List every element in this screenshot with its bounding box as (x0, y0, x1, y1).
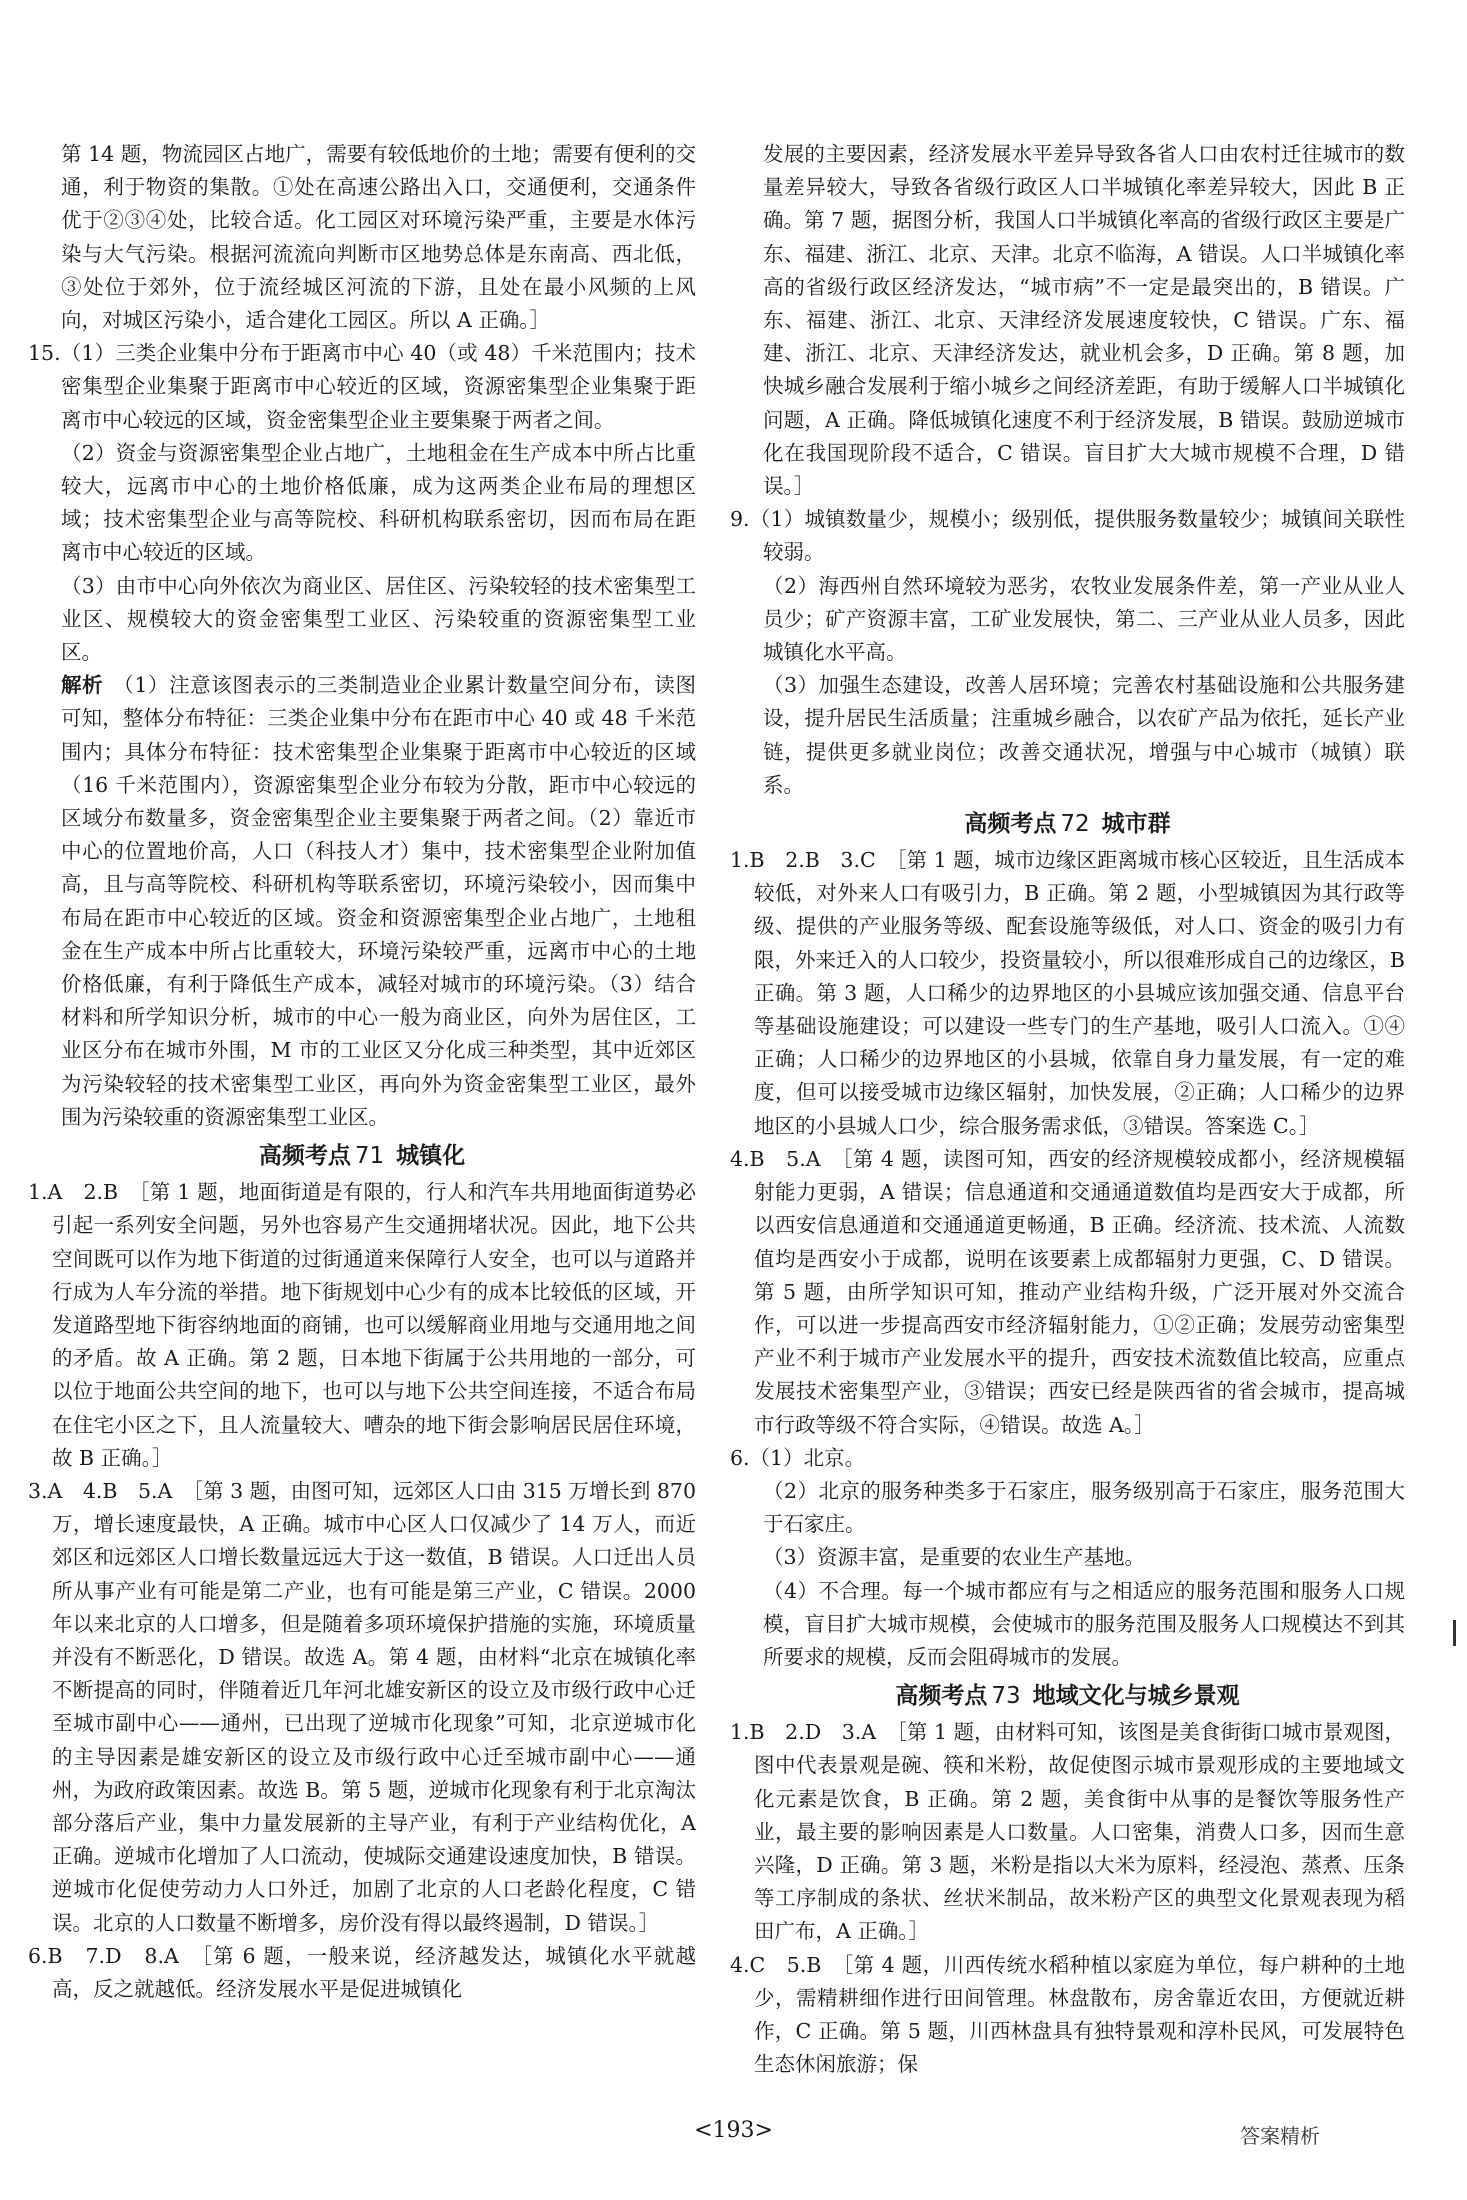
heading-number: 72 (1060, 811, 1090, 838)
section-heading-71 (28, 1138, 696, 1174)
heading-prefix: 高频考点 (258, 1143, 351, 1170)
heading-prefix: 高频考点 (964, 811, 1057, 838)
heading-number: 73 (991, 1683, 1021, 1710)
answers-4-5: 4.B 5.A ［第 4 题，读图可知，西安的经济规模较成都小，经济规模辐射能力更弱，A 错误；信息通道和交通通道数值均是西安大于成都，所以西安信息通道和交通通道更畅通，B 正确。经济流、技术流、人流数值均是西安小于成都，说明在该要素上成都辐射力更强，C、D 错误。第 5 题，由所学知识可知，推动产业结构升级，广泛开展对外交流合作，可以进一步提高西安市经济辐射能力，①②正确；发展劳动密集型产业不利于城市产业发展水平的提升，西安技术流数值比较高，应重点发展技术密集型产业，③错误；西安已经是陕西省的省会城市，提高城市行政等级不符合实际，④错误。故选 A。］ (730, 1146, 1405, 1437)
answers-6-8-start: 6.B 7.D 8.A ［第 6 题，一般来说，经济越发达，城镇化水平就越高，反之就越低。经济发展水平是促进城镇化 (28, 1943, 696, 2001)
q15-explanation (28, 669, 696, 1134)
q9-answer-3: （3）加强生态建设，改善人居环境；完善农村基础设施和公共服务建设，提升居民生活质量；注重城乡融合，以农矿产品为依托，延长产业链，提供更多就业岗位；改善交通状况，增强与中心城市（城镇）联系。 (763, 673, 1405, 797)
section-heading-73 (730, 1678, 1405, 1714)
q6-answer-4: （4）不合理。每一个城市都应有与之相适应的服务范围和服务人口规模，盲目扩大城市规模，会使城市的服务范围及服务人口规模达不到其所要求的规模，反而会阻碍城市的发展。 (763, 1578, 1405, 1669)
section-heading-72 (730, 806, 1405, 842)
margin-mark (1453, 1620, 1456, 1646)
right-column (730, 138, 1405, 2081)
answers-6-8-continuation: 发展的主要因素，经济发展水平差异导致各省人口由农村迁往城市的数量差异较大，导致各省级行政区人口半城镇化率差异较大，因此 B 正确。第 7 题，据图分析，我国人口半城镇化率高的省级行政区主要是广东、福建、浙江、北京、天津。北京不临海，A 错误。人口半城镇化率高的省级行政区经济发达，“城市病”不一定是最突出的，B 错误。广东、福建、浙江、北京、天津经济发展速度较快，C 错误。广东、福建、浙江、北京、天津经济发达，就业机会多，D 正确。第 8 题，加快城乡融合发展利于缩小城乡之间经济差距，有助于缓解人口半城镇化问题，A 正确。降低城镇化速度不利于经济发展，B 错误。鼓励逆城市化在我国现阶段不适合，C 错误。盲目扩大大城市规模不合理，D 错误。］ (763, 142, 1405, 499)
explanation-text: （1）注意该图表示的三类制造业企业累计数量空间分布，读图可知，整体分布特征：三类企业集中分布在距市中心 40 或 48 千米范围内；具体分布特征：技术密集型企业集聚于距离市中心较近的区域（16 千米范围内），资源密集型企业分布较为分散，距市中心较远的区域分布数量多，资金密集型企业主要集聚于两者之间。（2）靠近市中心的位置地价高，人口（科技人才）集中，技术密集型企业附加值高，且与高等院校、科研机构等联系密切，环境污染较小，因而集中布局在距市中心较近的区域。资金和资源密集型企业占地广，土地租金在生产成本中所占比重较大，环境污染较严重，远离市中心的土地价格低廉，有利于降低生产成本，减轻对城市的环境污染。（3）结合材料和所学知识分析，城市的中心一般为商业区，向外为居住区，工业区分布在城市外围，M 市的工业区又分化成三种类型，其中近郊区为污染较轻的技术密集型工业区，再向外为资金密集型工业区，最外围为污染较重的资源密集型工业区。 (61, 673, 697, 1129)
footer-label: 答案精析 (1240, 2124, 1320, 2148)
answers-3-5: 3.A 4.B 5.A ［第 3 题，由图可知，远郊区人口由 315 万增长到 870 万，增长速度最快，A 正确。城市中心区人口仅减少了 14 万人，而近郊区和远郊区人口增长数量远远大于这一数值，B 错误。人口迁出人员所从事产业有可能是第二产业，也有可能是第三产业，C 错误。2000 年以来北京的人口增多，但是随着多项环境保护措施的实施，环境质量并没有不断恶化，D 错误。故选 A。第 4 题，由材料“北京在城镇化率不断提高的同时，伴随着近几年河北雄安新区的设立及市级行政中心迁至城市副中心——通州，已出现了逆城市化现象”可知，北京逆城市化的主导因素是雄安新区的设立及市级行政中心迁至城市副中心——通州，为政府政策因素。故选 B。第 5 题，逆城市化现象有利于北京淘汰部分落后产业，集中力量发展新的主导产业，有利于产业结构优化，A 正确。逆城市化增加了人口流动，使城际交通建设速度加快，B 错误。逆城市化促使劳动力人口外迁，加剧了北京的人口老龄化程度，C 错误。北京的人口数量不断增多，房价没有得以最终遏制，D 错误。］ (28, 1478, 696, 1935)
heading-title: 地域文化与城乡景观 (1032, 1683, 1240, 1710)
answers-4-5-culture: 4.C 5.B ［第 4 题，川西传统水稻种植以家庭为单位，每户耕种的土地少，需精耕细作进行田间管理。林盘散布，房舍靠近农田，方便就近耕作，C 正确。第 5 题，川西林盘具有独特景观和淳朴民风，可发展特色生态休闲旅游；保 (730, 1952, 1405, 2077)
heading-prefix: 高频考点 (895, 1683, 988, 1710)
explanation-label: 解析 (61, 673, 104, 698)
q15-answer-3: （3）由市中心向外依次为商业区、居住区、污染较轻的技术密集型工业区、规模较大的资金密集型工业区、污染较重的资源密集型工业区。 (61, 573, 696, 665)
q15-answer-1: 15.（1）三类企业集中分布于距离市中心 40（或 48）千米范围内；技术密集型企业集聚于距离市中心较近的区域，资源密集型企业集聚于距离市中心较远的区域，资金密集型企业主要集聚于两者之间。 (28, 341, 696, 432)
q6-answer-1: 6.（1）北京。 (730, 1445, 866, 1470)
heading-number: 71 (354, 1143, 385, 1170)
answers-1-3-culture: 1.B 2.D 3.A ［第 1 题，由材料可知，该图是美食街街口城市景观图，图中代表景观是碗、筷和米粉，故促使图示城市景观形成的主要地域文化元素是饮食，B 正确。第 2 题，美食街中从事的是餐饮等服务性产业，最主要的影响因素是人口数量。人口密集，消费人口多，因而生意兴隆，D 正确。第 3 题，米粉是指以大米为原料，经浸泡、蒸煮、压条等工序制成的条状、丝状米制品，故米粉产区的典型文化景观表现为稻田广布，A 正确。］ (730, 1720, 1405, 1944)
page-number: <193> (694, 2118, 773, 2143)
answers-1-3: 1.B 2.B 3.C ［第 1 题，城市边缘区距离城市核心区较近，且生活成本较低，对外来人口有吸引力，B 正确。第 2 题，小型城镇因为其行政等级、提供的产业服务等级、配套设施等级低，对人口、资金的吸引力有限，外来迁入的人口较少，投资量较小，所以很难形成自己的边缘区，B 正确。第 3 题，人口稀少的边界地区的小县城应该加强交通、信息平台等基础设施建设；可以建设一些专门的生产基地，吸引人口流入。①④正确；人口稀少的边界地区的小县城，依靠自身力量发展，有一定的难度，但可以接受城市边缘区辐射，加快发展，②正确；人口稀少的边界地区的小县城人口少，综合服务需求低，③错误。答案选 C。］ (730, 848, 1405, 1138)
left-column (28, 138, 696, 2006)
answers-1-2: 1.A 2.B ［第 1 题，地面街道是有限的，行人和汽车共用地面街道势必引起一系列安全问题，另外也容易产生交通拥堵状况。因此，地下公共空间既可以作为地下街道的过街通道来保障行人安全，也可以与道路并行成为人车分流的举措。地下街规划中心少有的成本比较低的区域，开发道路型地下街容纳地面的商铺，也可以缓解商业用地与交通用地之间的矛盾。故 A 正确。第 2 题，日本地下街属于公共用地的一部分，可以位于地面公共空间的地下，也可以与地下公共空间连接，不适合布局在住宅小区之下，且人流量较大、嘈杂的地下街会影响居民居住环境，故 B 正确。］ (28, 1180, 696, 1470)
q6-answer-2: （2）北京的服务种类多于石家庄，服务级别高于石家庄，服务范围大于石家庄。 (763, 1478, 1405, 1537)
q6-answer-3: （3）资源丰富，是重要的农业生产基地。 (763, 1545, 1146, 1570)
heading-title: 城市群 (1101, 811, 1171, 838)
q9-answer-1: 9.（1）城镇数量少，规模小；级别低，提供服务数量较少；城镇间关联性较弱。 (730, 507, 1405, 565)
q14-continuation: 第 14 题，物流园区占地广，需要有较低地价的土地；需要有便利的交通，利于物资的集散。①处在高速公路出入口，交通便利，交通条件优于②③④处，比较合适。化工园区对环境污染严重，主要是水体污染与大气污染。根据河流流向判断市区地势总体是东南高、西北低，③处位于郊外，位于流经城区河流的下游，且处在最小风频的上风向，对城区污染小，适合建化工园区。所以 A 正确。］ (61, 142, 696, 333)
q15-answer-2: （2）资金与资源密集型企业占地广，土地租金在生产成本中所占比重较大，远离市中心的土地价格低廉，成为这两类企业布局的理想区域；技术密集型企业与高等院校、科研机构联系密切，因而布局在距离市中心较近的区域。 (61, 440, 696, 565)
heading-title: 城镇化 (396, 1143, 466, 1170)
q9-answer-2: （2）海西州自然环境较为恶劣，农牧业发展条件差，第一产业从业人员少；矿产资源丰富，工矿业发展快，第二、三产业从业人员多，因此城镇化水平高。 (763, 573, 1405, 665)
